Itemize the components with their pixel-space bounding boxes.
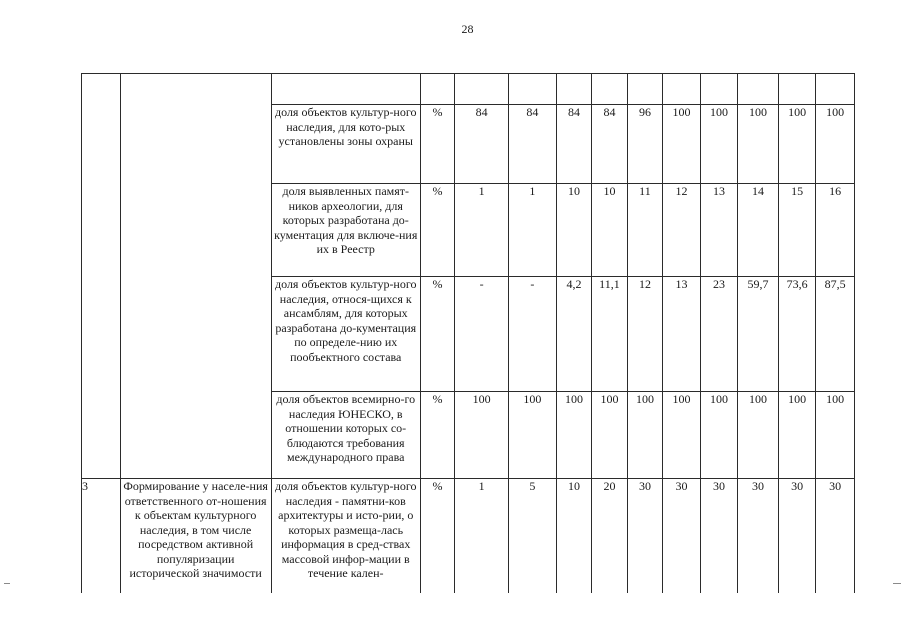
value-cell: 4,2 xyxy=(556,277,592,392)
value-cell: 1 xyxy=(455,479,509,594)
value-cell: 100 xyxy=(509,392,557,479)
value-cell: 13 xyxy=(700,184,738,277)
unit-cell: % xyxy=(420,105,454,184)
value-cell: 100 xyxy=(556,392,592,479)
value-cell: 73,6 xyxy=(778,277,816,392)
header-cell xyxy=(627,74,663,105)
value-cell: 30 xyxy=(778,479,816,594)
value-cell: 5 xyxy=(509,479,557,594)
value-cell: 30 xyxy=(663,479,701,594)
value-cell: 14 xyxy=(738,184,779,277)
header-cell xyxy=(700,74,738,105)
value-cell: 11 xyxy=(627,184,663,277)
value-cell: 30 xyxy=(627,479,663,594)
header-cell xyxy=(778,74,816,105)
scan-edge-mark xyxy=(893,583,901,584)
value-cell: 100 xyxy=(816,392,855,479)
task-cell: Формирование у населе-ния ответственного от-ношения к объектам культурного наследия, в том числе посредством активной популяризации исторической значимости xyxy=(120,479,271,594)
indicator-cell: доля объектов культур-ного наследия - памятни-ков архитектуры и исто-рии, о которых размеща-лась информация в сред-ствах массовой инфор-мации в течение кален- xyxy=(271,479,420,594)
header-cell xyxy=(816,74,855,105)
header-cell xyxy=(556,74,592,105)
indicator-cell: доля выявленных памят-ников археологии, для которых разработана до-кументация для включе-ния их в Реестр xyxy=(271,184,420,277)
value-cell: 30 xyxy=(738,479,779,594)
page-number: 28 xyxy=(461,22,474,36)
header-cell xyxy=(271,74,420,105)
unit-cell: % xyxy=(420,479,454,594)
value-cell: 100 xyxy=(592,392,628,479)
value-cell: - xyxy=(509,277,557,392)
value-cell: 10 xyxy=(592,184,628,277)
value-cell: 23 xyxy=(700,277,738,392)
indicator-table xyxy=(81,73,855,593)
value-cell: 13 xyxy=(663,277,701,392)
indicator-cell: доля объектов всемирно-го наследия ЮНЕСКО, в отношении которых со-блюдаются требования международного права xyxy=(271,392,420,479)
value-cell: 12 xyxy=(663,184,701,277)
header-cell xyxy=(663,74,701,105)
indicator-cell: доля объектов культур-ного наследия, относя-щихся к ансамблям, для которых разработана до-кументация по определе-нию их пообъектного состава xyxy=(271,277,420,392)
header-cell xyxy=(509,74,557,105)
unit-cell: % xyxy=(420,277,454,392)
table-row xyxy=(82,479,855,594)
value-cell: 10 xyxy=(556,184,592,277)
value-cell: 84 xyxy=(509,105,557,184)
value-cell: 1 xyxy=(509,184,557,277)
table-header-row xyxy=(82,74,855,105)
value-cell: 1 xyxy=(455,184,509,277)
value-cell: 84 xyxy=(556,105,592,184)
value-cell: 12 xyxy=(627,277,663,392)
value-cell: 84 xyxy=(455,105,509,184)
value-cell: 100 xyxy=(738,392,779,479)
value-cell: 16 xyxy=(816,184,855,277)
header-cell xyxy=(455,74,509,105)
header-cell xyxy=(738,74,779,105)
value-cell: 100 xyxy=(663,105,701,184)
header-cell xyxy=(120,74,271,479)
value-cell: 20 xyxy=(592,479,628,594)
value-cell: - xyxy=(455,277,509,392)
value-cell: 100 xyxy=(738,105,779,184)
row-number-cell: 3 xyxy=(82,479,121,594)
value-cell: 11,1 xyxy=(592,277,628,392)
value-cell: 100 xyxy=(816,105,855,184)
value-cell: 87,5 xyxy=(816,277,855,392)
value-cell: 100 xyxy=(778,105,816,184)
value-cell: 100 xyxy=(778,392,816,479)
header-cell xyxy=(420,74,454,105)
value-cell: 59,7 xyxy=(738,277,779,392)
scan-edge-mark xyxy=(4,583,10,584)
unit-cell: % xyxy=(420,184,454,277)
value-cell: 10 xyxy=(556,479,592,594)
value-cell: 100 xyxy=(627,392,663,479)
value-cell: 100 xyxy=(663,392,701,479)
value-cell: 30 xyxy=(700,479,738,594)
value-cell: 100 xyxy=(700,392,738,479)
header-cell xyxy=(592,74,628,105)
value-cell: 15 xyxy=(778,184,816,277)
value-cell: 96 xyxy=(627,105,663,184)
header-cell xyxy=(82,74,121,479)
unit-cell: % xyxy=(420,392,454,479)
value-cell: 100 xyxy=(700,105,738,184)
value-cell: 30 xyxy=(816,479,855,594)
value-cell: 100 xyxy=(455,392,509,479)
indicator-cell: доля объектов культур-ного наследия, для кото-рых установлены зоны охраны xyxy=(271,105,420,184)
value-cell: 84 xyxy=(592,105,628,184)
